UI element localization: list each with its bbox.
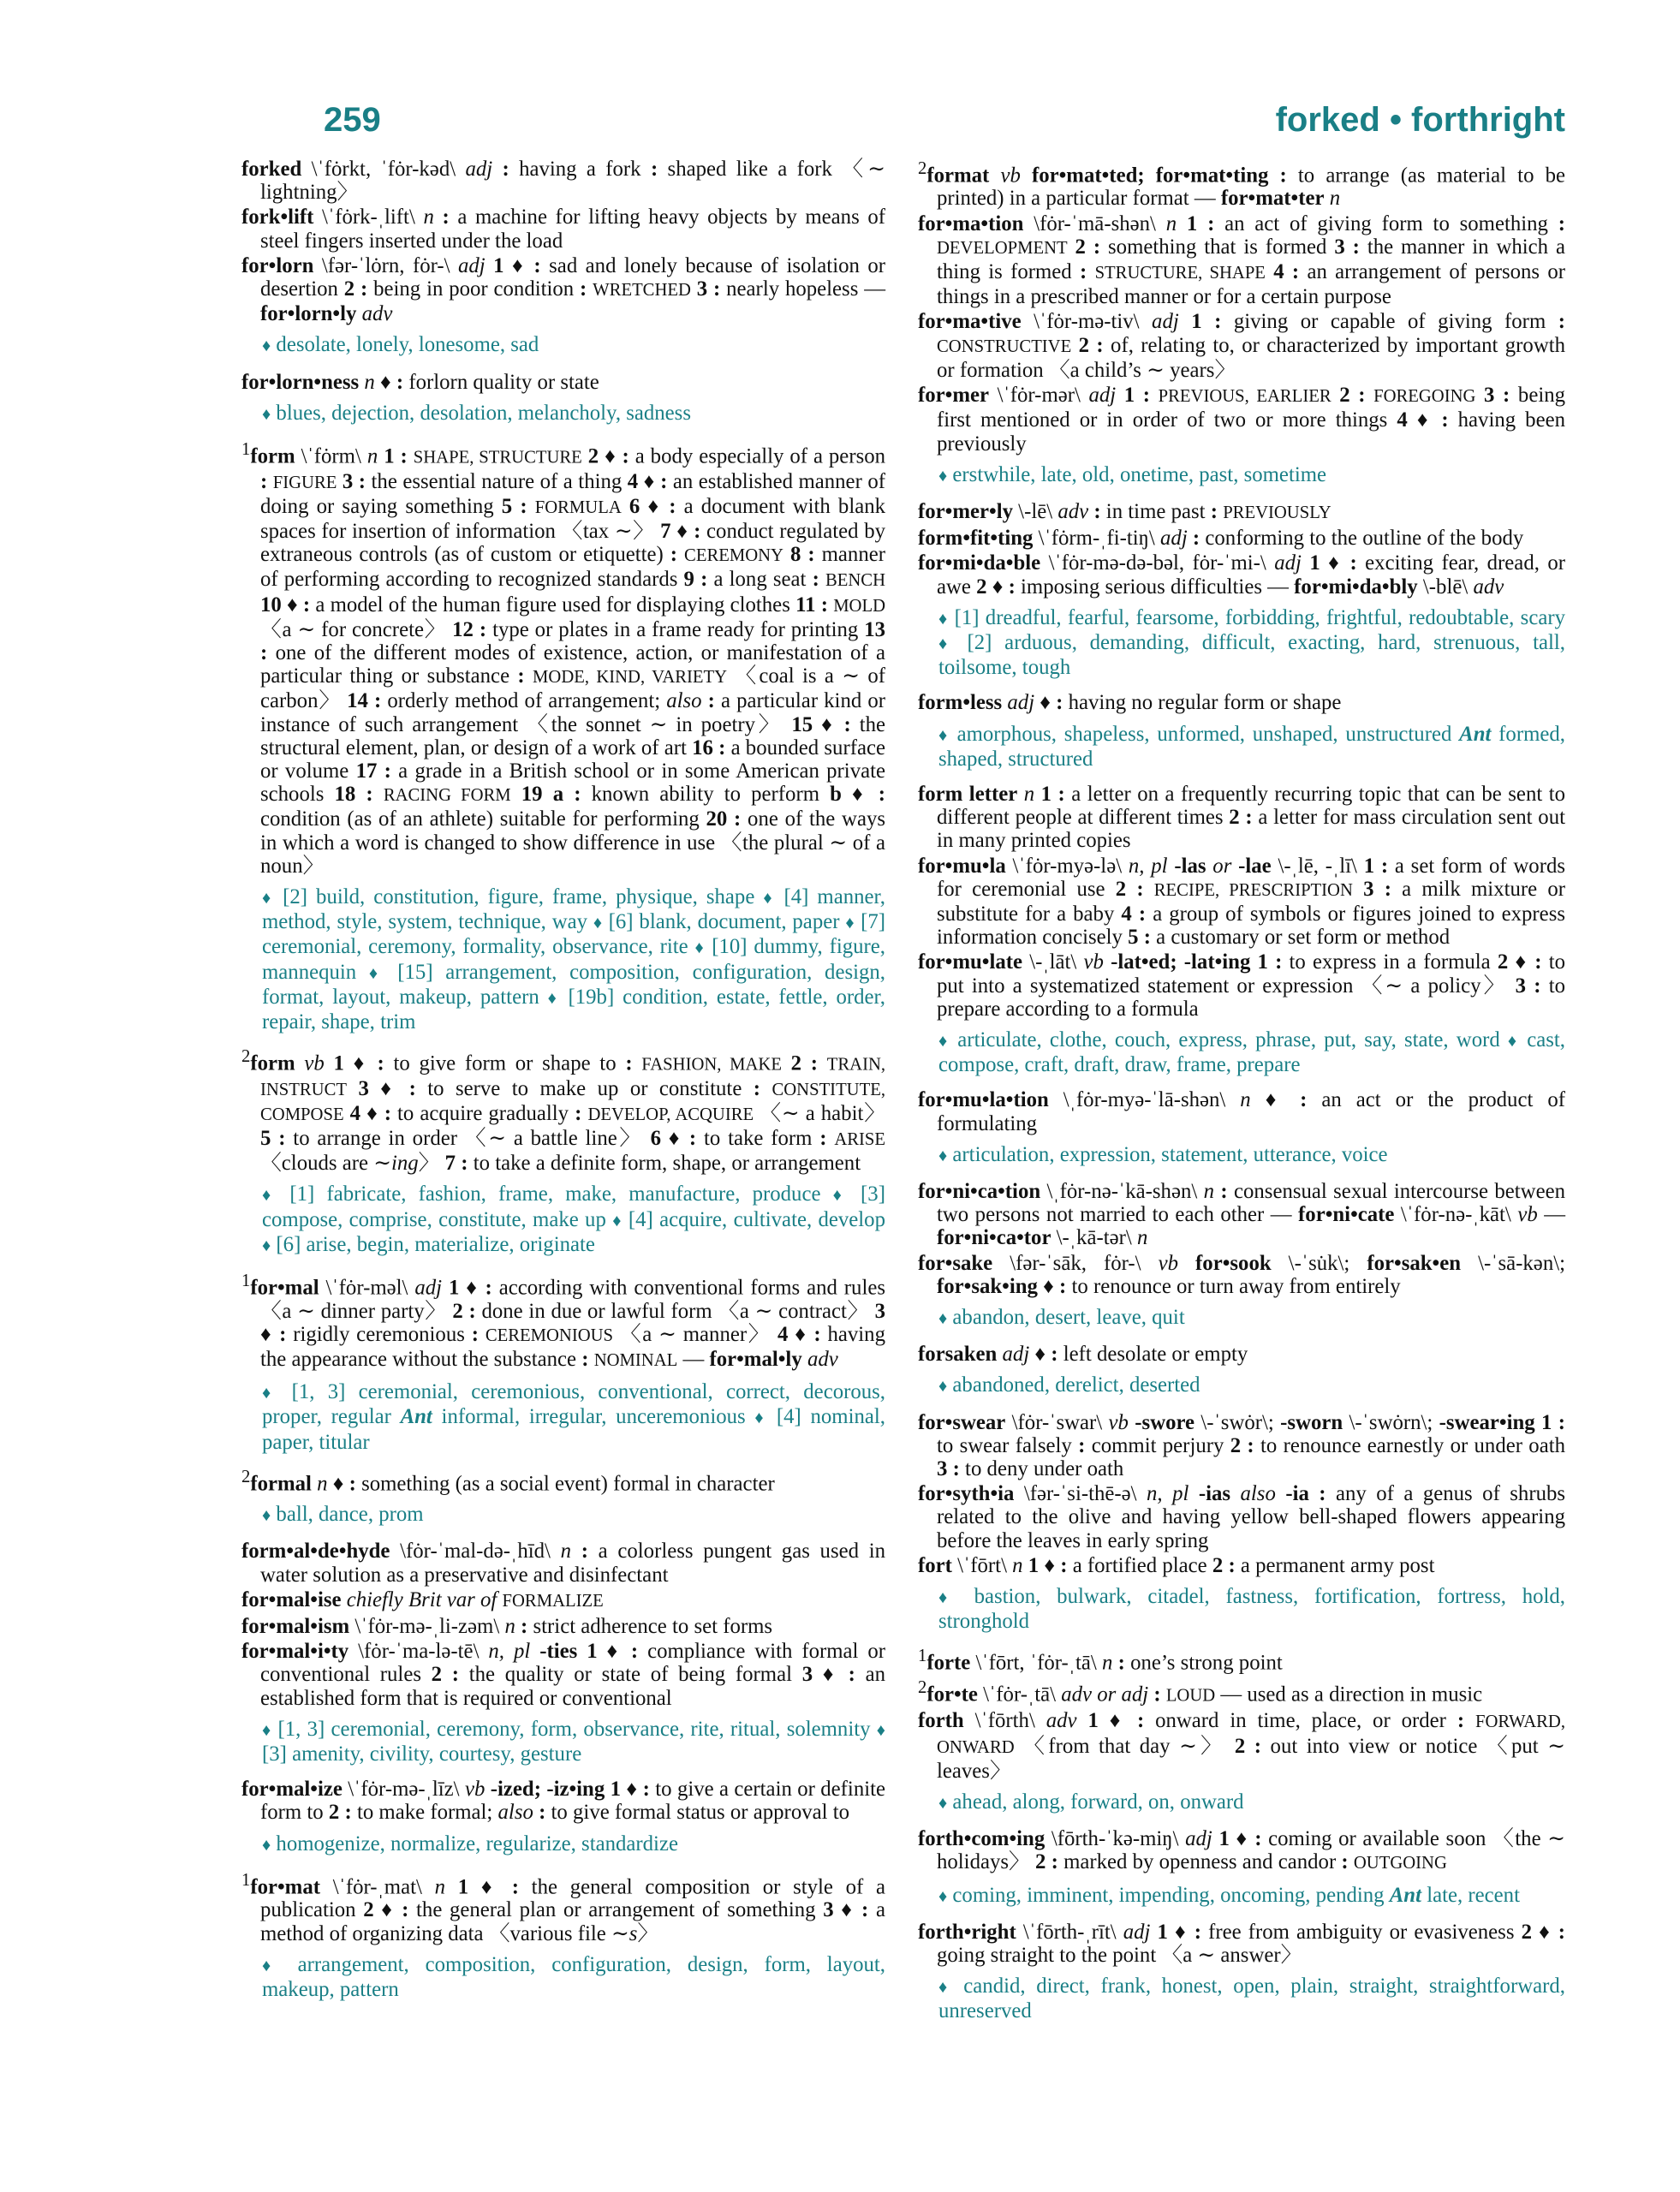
synonym-list: ♦ erstwhile, late, old, onetime, past, sometime [938, 462, 1327, 486]
dictionary-entry: form•less adj ♦ : having no regular form or shape [918, 691, 1342, 715]
synonym-list: ♦ blues, dejection, desolation, melancholy, sadness [262, 401, 691, 425]
left-column [241, 158, 885, 2013]
synonym-list: ♦ articulation, expression, statement, utterance, voice [938, 1142, 1388, 1166]
dictionary-entry: for•mal•i•ty \fȯr-ˈma-lə-tē\ n, pl -ties 1 ♦ : compliance with formal or conventional rules 2 : the quality or state of being formal 3 ♦ : an established form that is required or conventional [241, 1640, 886, 1710]
dictionary-entry: for•swear \fȯr-ˈswar\ vb -swore \-ˈswȯr\; -sworn \-ˈswȯrn\; -swear•ing 1 : to swear falsely : commit perjury 2 : to renounce earnestly or under oath 3 : to deny under oath [918, 1410, 1565, 1481]
dictionary-entry: $^2$for•te \ˈfȯr-ˌtā\ adv or adj : LOUD — used as a direction in music [918, 1677, 1483, 1707]
synonym-list: ♦ arrangement, composition, configuration, design, form, layout, makeup, pattern [262, 1952, 885, 2001]
synonym-list: ♦ bastion, bulwark, citadel, fastness, fortification, fortress, hold, stronghold [938, 1585, 1565, 1634]
dictionary-entry: $^1$for•mat \ˈfȯr-ˌmat\ n 1 ♦ : the general composition or style of a publication 2 ♦ : the general plan or arrangement of something 3 ♦ : a method of organizing data 〈various file ∼s〉 [241, 1870, 885, 1945]
dictionary-entry: forsaken adj ♦ : left desolate or empty [918, 1343, 1248, 1367]
synonym-list: ♦ homogenize, normalize, regularize, standardize [262, 1832, 678, 1855]
synonym-list: ♦ coming, imminent, impending, oncoming, pending Ant late, recent [938, 1883, 1520, 1907]
dictionary-entry: for•syth•ia \fər-ˈsi-thē-ə\ n, pl -ias also -ia : any of a genus of shrubs related to the olive and having yellow bell-shaped flowers appearing before the leaves in early spring [918, 1482, 1566, 1552]
dictionary-entry: forked \ˈfȯrkt, ˈfȯr-kəd\ adj : having a fork : shaped like a fork 〈∼ lightning〉 [241, 158, 885, 205]
page-number: 259 [324, 101, 381, 139]
synonym-list: ♦ [1] fabricate, fashion, frame, make, manufacture, produce ♦ [3] compose, comprise, constitute, make up ♦ [4] acquire, cultivate, develop ♦ [6] arise, begin, materialize, originate [262, 1182, 885, 1256]
synonym-list: ♦ articulate, clothe, couch, express, phrase, put, say, state, word ♦ cast, compose, craft, draft, draw, frame, prepare [938, 1028, 1565, 1077]
dictionary-entry: for•mi•da•ble \ˈfȯr-mə-də-bəl, fȯr-ˈmi-\ adj 1 ♦ : exciting fear, dread, or awe 2 ♦ : imposing serious difficulties — for•mi•da•bly \-blē\ adv [918, 551, 1565, 599]
dictionary-entry: for•sake \fər-ˈsāk, fȯr-\ vb for•sook \-ˈsu̇k\; for•sak•en \-ˈsā-kən\; for•sak•ing ♦ : to renounce or turn away from entirely [918, 1251, 1565, 1298]
dictionary-entry: $^1$for•mal \ˈfȯr-məl\ adj 1 ♦ : according with conventional forms and rules 〈a ∼ dinner party〉 2 : done in due or lawful form 〈a ∼ contract〉 3 ♦ : rigidly ceremonious : CEREMONIOUS 〈a ∼ manner〉 4 ♦ : having the appearance without the substance : NOMINAL — for•mal•ly adv [241, 1272, 885, 1371]
dictionary-entry: for•mu•la \ˈfȯr-myə-lə\ n, pl -las or -lae \-ˌlē, -ˌlī\ 1 : a set form of words for ceremonial use 2 : RECIPE, PRESCRIPTION 3 : a milk mixture or substitute for a baby 4 : a group of symbols or figures joined to express information concisely 5 : a customary or set form or method [918, 854, 1566, 950]
dictionary-entry: for•lorn•ness n ♦ : forlorn quality or state [241, 370, 599, 394]
synonym-list: ♦ ahead, along, forward, on, onward [938, 1790, 1244, 1814]
dictionary-entry: for•mu•late \-ˌlāt\ vb -lat•ed; -lat•ing 1 : to express in a formula 2 ♦ : to put into a systematized statement or expression 〈∼ a policy〉 3 : to prepare according to a formula [918, 950, 1565, 1021]
right-column [918, 158, 1565, 2035]
dictionary-entry: for•mal•ise chiefly Brit var of FORMALIZE [241, 1587, 604, 1611]
dictionary-entry: forth \ˈfōrth\ adv 1 ♦ : onward in time, place, or order : FORWARD, ONWARD 〈from that day ∼〉 2 : out into view or notice 〈put ∼ leaves〉 [918, 1709, 1565, 1783]
synonym-list: ♦ candid, direct, frank, honest, open, plain, straight, straightforward, unreserved [938, 1975, 1565, 2023]
dictionary-entry: for•lorn \fər-ˈlȯrn, fȯr-\ adj 1 ♦ : sad and lonely because of isolation or desertion 2 : being in poor condition : WRETCHED 3 : nearly hopeless — for•lorn•ly adv [241, 253, 886, 326]
synonym-list: ♦ amorphous, shapeless, unformed, unshaped, unstructured Ant formed, shaped, structured [938, 722, 1565, 771]
dictionary-entry: for•mal•ism \ˈfȯr-mə-ˌli-zəm\ n : strict adherence to set forms [241, 1615, 773, 1639]
dictionary-entry: form•al•de•hyde \fȯr-ˈmal-də-ˌhīd\ n : a colorless pungent gas used in water solution as a preservative and disinfectant [241, 1540, 885, 1587]
dictionary-entry: $^2$formal n ♦ : something (as a social event) formal in character [241, 1467, 775, 1496]
synonym-list: ♦ abandoned, derelict, deserted [938, 1373, 1200, 1397]
synonym-list: ♦ [1, 3] ceremonial, ceremony, form, observance, rite, ritual, solemnity ♦ [3] amenity, civility, courtesy, gesture [262, 1717, 885, 1766]
dictionary-entry: $^2$format vb for•mat•ted; for•mat•ting : to arrange (as material to be printed) in a particular format — for•mat•ter n [918, 159, 1565, 211]
dictionary-entry: for•ma•tion \fȯr-ˈmā-shən\ n 1 : an act of giving form to something : DEVELOPMENT 2 : something that is formed 3 : the manner in which a thing is formed : STRUCTURE, SHAPE 4 : an arrangement of persons or things in a prescribed manner or for a certain purpose [918, 211, 1566, 309]
synonym-list: ♦ desolate, lonely, lonesome, sad [262, 333, 539, 357]
dictionary-entry: for•mal•ize \ˈfȯr-mə-ˌlīz\ vb -ized; -iz•ing 1 ♦ : to give a certain or definite form to 2 : to make formal; also : to give formal status or approval to [241, 1778, 886, 1825]
dictionary-entry: fort \ˈfōrt\ n 1 ♦ : a fortified place 2 : a permanent army post [918, 1553, 1435, 1577]
dictionary-entry: for•ma•tive \ˈfȯr-mə-tiv\ adj 1 : giving or capable of giving form : CONSTRUCTIVE 2 : of, relating to, or characterized by important growth or formation 〈a child’s ∼ years〉 [918, 310, 1566, 382]
dictionary-entry: for•ni•ca•tion \ˌfȯr-nə-ˈkā-shən\ n : consensual sexual intercourse between two persons not married to each other — for•ni•cate \ˈfȯr-nə-ˌkāt\ vb — for•ni•ca•tor \-ˌkā-tər\ n [918, 1179, 1565, 1250]
dictionary-entry: $^2$form vb 1 ♦ : to give form or shape to : FASHION, MAKE 2 : TRAIN, INSTRUCT 3 ♦ : to serve to make up or constitute : CONSTITUTE, COMPOSE 4 ♦ : to acquire gradually : DEVELOP, ACQUIRE 〈∼ a habit〉 5 : to arrange in order 〈∼ a battle line〉 6 ♦ : to take form : ARISE 〈clouds are ∼ing〉 7 : to take a definite form, shape, or arrangement [241, 1047, 886, 1176]
dictionary-entry: for•mu•la•tion \ˌfȯr-myə-ˈlā-shən\ n ♦ : an act or the product of formulating [918, 1088, 1565, 1135]
dictionary-entry: form letter n 1 : a letter on a frequently recurring topic that can be sent to different people at different times 2 : a letter for mass circulation sent out in many printed copies [918, 782, 1566, 853]
dictionary-entry: forth•com•ing \fōrth-ˈkə-miŋ\ adj 1 ♦ : coming or available soon 〈the ∼ holidays〉 2 : marked by openness and candor : OUTGOING [918, 1827, 1565, 1874]
synonym-list: ♦ [1] dreadful, fearful, fearsome, forbidding, frightful, redoubtable, scary ♦ [2] arduous, demanding, difficult, exacting, hard, strenuous, tall, toilsome, tough [938, 605, 1565, 680]
synonym-list: ♦ abandon, desert, leave, quit [938, 1306, 1185, 1329]
dictionary-entry: for•mer•ly \-lē\ adv : in time past : PREVIOUSLY [918, 499, 1331, 523]
dictionary-entry: form•fit•ting \ˈfȯrm-ˌfi-tiŋ\ adj : conforming to the outline of the body [918, 527, 1524, 551]
dictionary-entry: for•mer \ˈfȯr-mər\ adj 1 : PREVIOUS, EARLIER 2 : FOREGOING 3 : being first mentioned or in order of two or more things 4 ♦ : having been previously [918, 384, 1566, 456]
dictionary-entry: $^1$form \ˈfȯrm\ n 1 : SHAPE, STRUCTURE 2 ♦ : a body especially of a person : FIGURE 3 : the essential nature of a thing 4 ♦ : an established manner of doing or saying something 5 : FORMULA 6 ♦ : a document with blank spaces for insertion of information 〈tax ∼〉 7 ♦ : conduct regulated by extraneous controls (as of custom or etiquette) : CEREMONY 8 : manner of performing according to recognized standards 9 : a long seat : BENCH 10 ♦ : a model of the human figure used for displaying clothes 11 : MOLD 〈a ∼ for concrete〉 12 : type or plates in a frame ready for printing 13 : one of the different modes of existence, action, or manifestation of a particular thing or substance : MODE, KIND, VARIETY 〈coal is a ∼ of carbon〉 14 : orderly method of arrangement; also : a particular kind or instance of such arrangement 〈the sonnet ∼ in poetry〉 15 ♦ : the structural element, plan, or design of a work of art 16 : a bounded surface or volume 17 : a grade in a British school or in some American private schools 18 : RACING FORM 19 a : known ability to perform b ♦ : condition (as of an athlete) suitable for performing 20 : one of the ways in which a word is changed to show difference in use 〈the plural ∼ of a noun〉 [241, 440, 886, 878]
synonym-list: ♦ [2] build, constitution, figure, frame, physique, shape ♦ [4] manner, method, style, system, technique, way ♦ [6] blank, document, paper ♦ [7] ceremonial, ceremony, formality, observance, rite ♦ [10] dummy, figure, mannequin ♦ [15] arrangement, composition, configuration, design, format, layout, makeup, pattern ♦ [19b] condition, estate, fettle, order, repair, shape, trim [262, 885, 885, 1033]
dictionary-entry: forth•right \ˈfōrth-ˌrīt\ adj 1 ♦ : free from ambiguity or evasiveness 2 ♦ : going straight to the point 〈a ∼ answer〉 [918, 1920, 1565, 1967]
dictionary-entry: $^1$forte \ˈfōrt, ˈfȯr-ˌtā\ n : one’s strong point [918, 1647, 1283, 1675]
synonym-list: ♦ ball, dance, prom [262, 1503, 424, 1527]
dictionary-entry: fork•lift \ˈfȯrk-ˌlift\ n : a machine for lifting heavy objects by means of steel fingers inserted under the load [241, 206, 885, 253]
guide-words: forked • forthright [1275, 101, 1565, 139]
synonym-list: ♦ [1, 3] ceremonial, ceremonious, conventional, correct, decorous, proper, regular Ant informal, irregular, unceremonious ♦ [4] nominal, paper, titular [262, 1380, 885, 1454]
